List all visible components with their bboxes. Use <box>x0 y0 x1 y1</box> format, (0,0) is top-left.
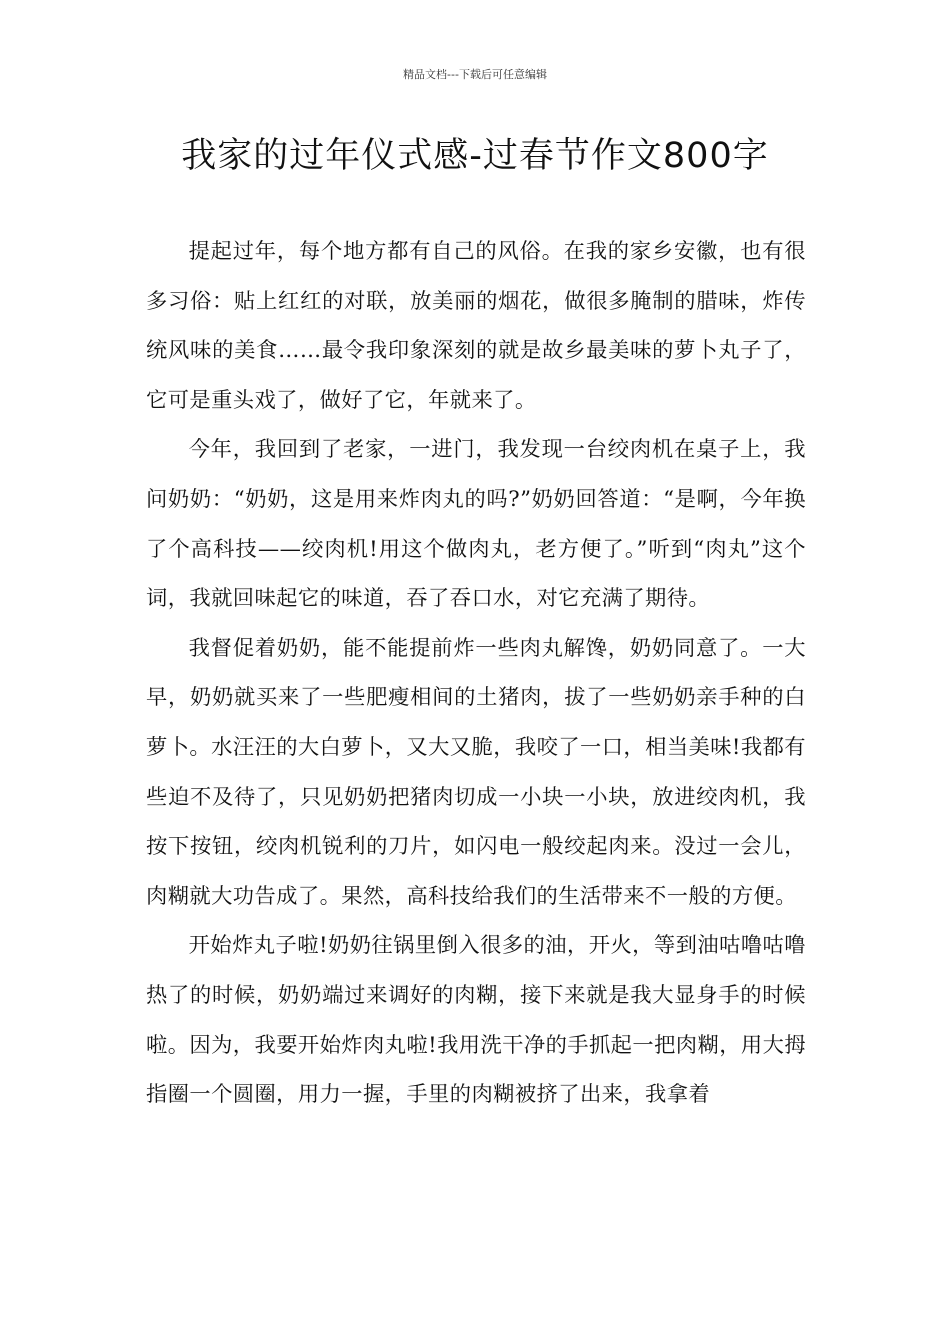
paragraph-4: 开始炸丸子啦!奶奶往锅里倒入很多的油，开火，等到油咕噜咕噜热了的时候，奶奶端过来调好的肉糊，接下来就是我大显身手的时候啦。因为，我要开始炸肉丸啦!我用洗干净的手抓起一把肉糊，用大拇指圈一个圆圈，用力一握，手里的肉糊被挤了出来，我拿着 <box>146 933 806 1108</box>
paragraph-3: 我督促着奶奶，能不能提前炸一些肉丸解馋，奶奶同意了。一大早，奶奶就买来了一些肥瘦相间的土猪肉，拔了一些奶奶亲手种的白萝卜。水汪汪的大白萝卜，又大又脆，我咬了一口，相当美味!我都有些迫不及待了，只见奶奶把猪肉切成一小块一小块，放进绞肉机，我按下按钮，绞肉机锐利的刀片，如闪电一般绞起肉来。没过一会儿，肉糊就大功告成了。果然，高科技给我们的生活带来不一般的方便。 <box>146 635 806 909</box>
header-note: 精品文档---下载后可任意编辑 <box>403 68 547 81</box>
paragraph-1: 提起过年，每个地方都有自己的风俗。在我的家乡安徽，也有很多习俗：贴上红红的对联，放美丽的烟花，做很多腌制的腊味，炸传统风味的美食……最令我印象深刻的就是故乡最美味的萝卜丸子了，它可是重头戏了，做好了它，年就来了。 <box>146 239 806 413</box>
paragraph-2: 今年，我回到了老家，一进门，我发现一台绞肉机在桌子上，我问奶奶：“奶奶，这是用来炸肉丸的吗?”奶奶回答道：“是啊，今年换了个高科技——绞肉机!用这个做肉丸，老方便了。”听到“肉丸”这个词，我就回味起它的味道，吞了吞口水，对它充满了期待。 <box>146 437 806 612</box>
essay-body <box>146 227 806 1120</box>
page-title: 我家的过年仪式感-过春节作文800字 <box>181 136 769 176</box>
